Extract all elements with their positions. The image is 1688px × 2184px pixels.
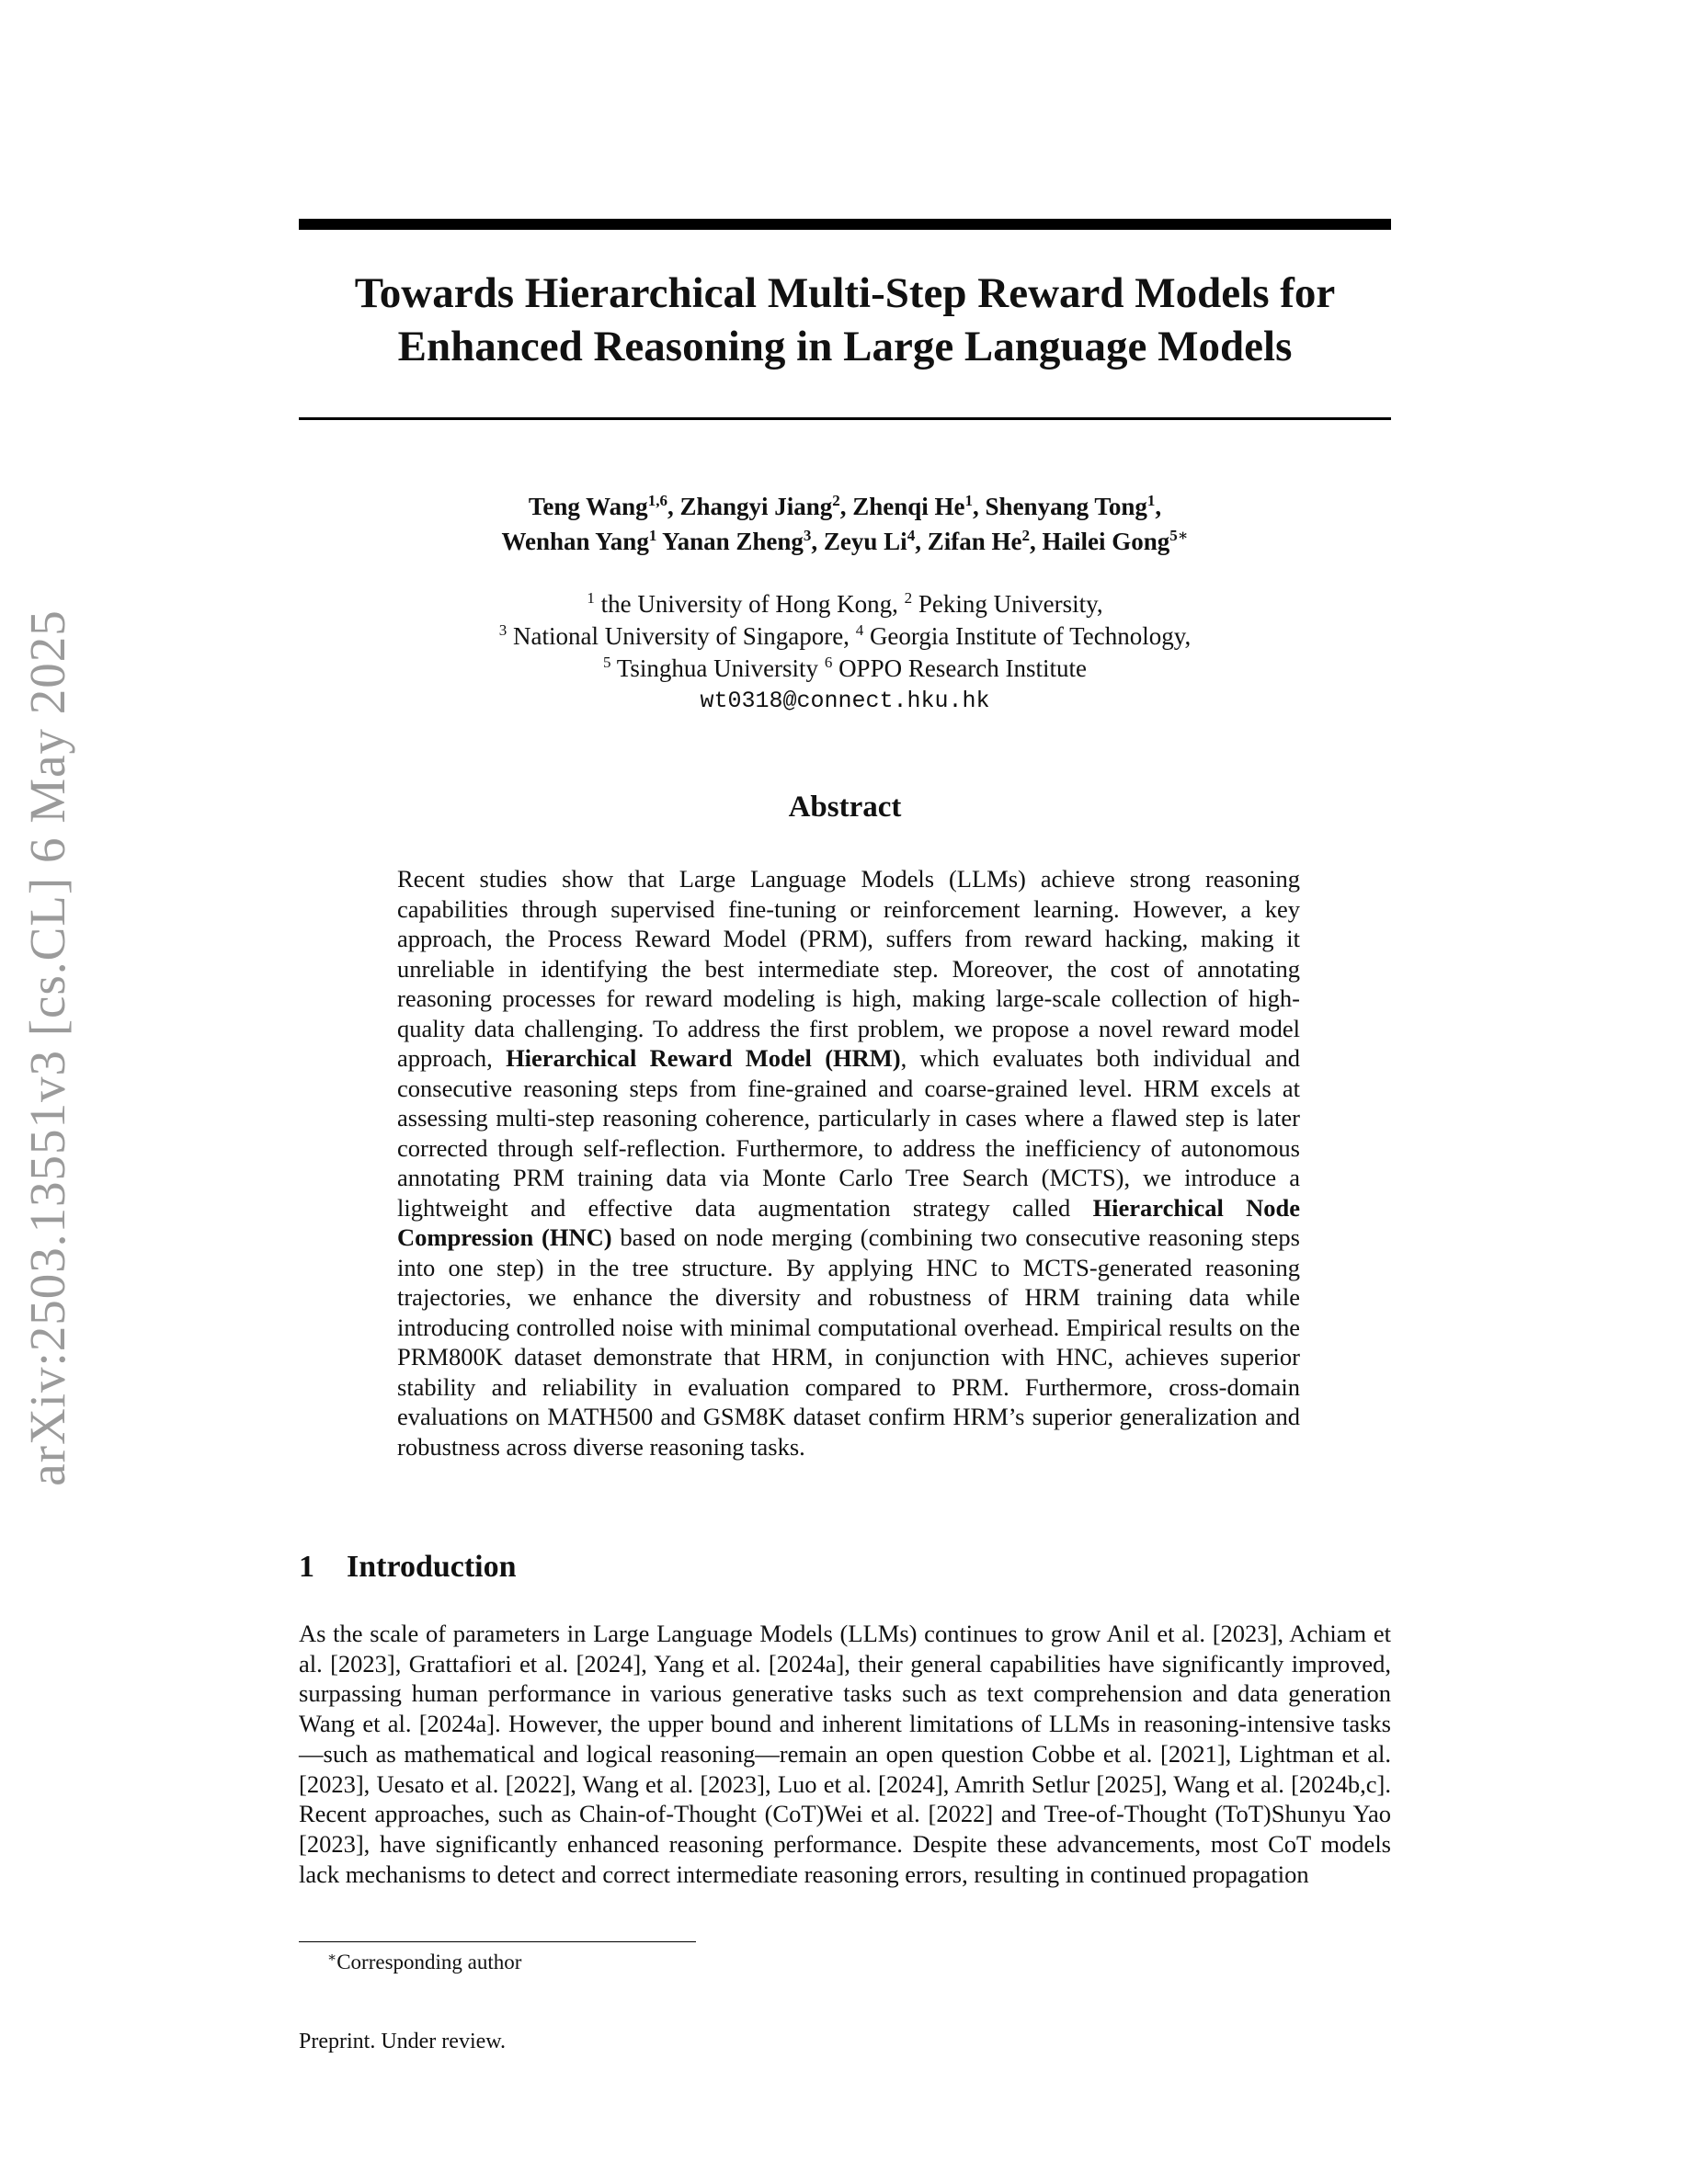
author-name: Zifan He	[927, 528, 1022, 555]
footnote-mark: ∗	[327, 1951, 337, 1965]
author-line-1: Teng Wang$^{1,6}$, Zhangyi Jiang$^2$, Zhenqi He$^1$, Shenyang Tong$^1$,	[528, 492, 1162, 520]
author-affiliation-mark: 2	[832, 492, 840, 509]
abstract-text-part-2: , which evaluates both individual and consecutive reasoning steps from fine-grained and coarse-grained level. HRM excels at assessing multi-step reasoning coherence, particularly in cases where a flawed step is later corrected through self-reflection. Furthermore, to address the inefficiency of autonomous annotating PRM training data via Monte Carlo Tree Search (MCTS), we introduce a lightweight and effective data augmentation strategy called	[397, 1044, 1300, 1222]
author-name: Zhangyi Jiang	[679, 493, 833, 520]
author-name: Wenhan Yang	[501, 528, 649, 555]
affiliation-line-1	[299, 588, 1391, 620]
abstract-text-part-3: based on node merging (combining two consecutive reasoning steps into one step) in the tree structure. By applying HNC to MCTS-generated reasoning trajectories, we enhance the diversity and robustness of HRM training data while introducing controlled noise with minimal computational overhead. Empirical results on the PRM800K dataset demonstrate that HRM, in conjunction with HNC, achieves superior stability and reliability in evaluation compared to PRM. Furthermore, cross-domain evaluations on MATH500 and GSM8K dataset confirm HRM’s superior generalization and robustness across diverse reasoning tasks.	[397, 1223, 1300, 1461]
affiliation-line-3	[299, 653, 1391, 685]
abstract-text	[397, 864, 1300, 1462]
section-heading-introduction	[299, 1548, 517, 1587]
abstract-bold-term-hnc: Hierarchical Node Compression (HNC)	[397, 1193, 1300, 1251]
introduction-paragraph: As the scale of parameters in Large Language Models (LLMs) continues to grow Anil et al. [2023], Achiam et al. [2023], Grattafiori et al. [2024], Yang et al. [2024a], their general capabilities have significantly improved, surpassing human performance in various generative tasks such as text comprehension and data generation Wang et al. [2024a]. However, the upper bound and inherent limitations of LLMs in reasoning-intensive tasks—such as mathematical and logical reasoning—remain an open question Cobbe et al. [2021], Lightman et al. [2023], Uesato et al. [2022], Wang et al. [2023], Luo et al. [2024], Amrith Setlur [2025], Wang et al. [2024b,c]. Recent approaches, such as Chain-of-Thought (CoT)Wei et al. [2022] and Tree-of-Thought (ToT)Shunyu Yao [2023], have significantly enhanced reasoning performance. Despite these advancements, most CoT models lack mechanisms to detect and correct intermediate reasoning errors, resulting in continued propagation	[299, 1620, 1391, 1888]
affiliation-number: 6	[824, 654, 833, 671]
author-affiliation-mark: 1	[1146, 492, 1156, 509]
author-name: Yanan Zheng	[662, 528, 804, 555]
affiliation-number: 5	[602, 654, 611, 671]
affiliation-name: National University of Singapore,	[513, 622, 850, 650]
author-name: Zhenqi He	[852, 493, 965, 520]
abstract-heading: Abstract	[788, 791, 902, 824]
abstract-bold-term-hrm: Hierarchical Reward Model (HRM)	[506, 1044, 901, 1072]
author-affiliation-mark: 1	[964, 492, 974, 509]
affiliation-name: Tsinghua University	[616, 654, 819, 682]
author-list	[299, 489, 1391, 559]
title-bottom-rule	[299, 417, 1391, 420]
preprint-note: Preprint. Under review.	[299, 2030, 507, 2053]
affiliation-name: OPPO Research Institute	[838, 654, 1088, 682]
author-affiliation-mark: 1,6	[647, 492, 667, 509]
author-affiliation-mark: 2	[1021, 527, 1030, 544]
footnote-text: Corresponding author	[336, 1951, 522, 1974]
author-affiliation-mark: 5∗	[1169, 527, 1189, 544]
affiliation-number: 2	[904, 589, 913, 607]
author-affiliation-mark: 1	[648, 527, 657, 544]
affiliation-line-2	[299, 620, 1391, 653]
affiliation-number: 1	[587, 589, 595, 607]
arxiv-identifier: arXiv:2503.13551v3 [cs.CL] 6 May 2025	[19, 609, 75, 1486]
title-top-rule	[299, 219, 1391, 230]
author-affiliation-mark: 4	[907, 527, 916, 544]
title-line-1: Towards Hierarchical Multi-Step Reward Models for	[354, 269, 1336, 317]
footnote-rule	[299, 1941, 696, 1942]
author-name: Shenyang Tong	[985, 493, 1147, 520]
footnote	[327, 1949, 521, 1976]
section-title: Introduction	[347, 1550, 517, 1584]
title-line-2: Enhanced Reasoning in Large Language Models	[397, 323, 1293, 370]
author-name: Teng Wang	[528, 493, 648, 520]
affiliation-number: 3	[498, 621, 508, 639]
abstract-text-part-1: Recent studies show that Large Language Models (LLMs) achieve strong reasoning capabilities through supervised fine-tuning or reinforcement learning. However, a key approach, the Process Reward Model (PRM), suffers from reward hacking, making it unreliable in identifying the best intermediate step. Moreover, the cost of annotating reasoning processes for reward modeling is high, making large-scale collection of high-quality data challenging. To address the first problem, we propose a novel reward model approach,	[397, 865, 1300, 1072]
affiliation-name: the University of Hong Kong,	[600, 590, 898, 618]
author-affiliation-mark: 3	[803, 527, 812, 544]
paper-title	[299, 267, 1391, 373]
author-name: Zeyu Li	[823, 528, 907, 555]
author-name: Hailei Gong	[1042, 528, 1170, 555]
affiliation-name: Georgia Institute of Technology,	[869, 622, 1192, 650]
contact-email: wt0318@connect.hku.hk	[700, 688, 990, 714]
affiliation-list	[299, 588, 1391, 717]
author-line-2: Wenhan Yang$^1$ Yanan Zheng$^3$, Zeyu Li$^4$, Zifan He$^2$, Hailei Gong$^{5∗}$	[501, 527, 1189, 555]
affiliation-number: 4	[855, 621, 864, 639]
section-number: 1	[299, 1550, 314, 1584]
affiliation-name: Peking University,	[918, 590, 1103, 618]
